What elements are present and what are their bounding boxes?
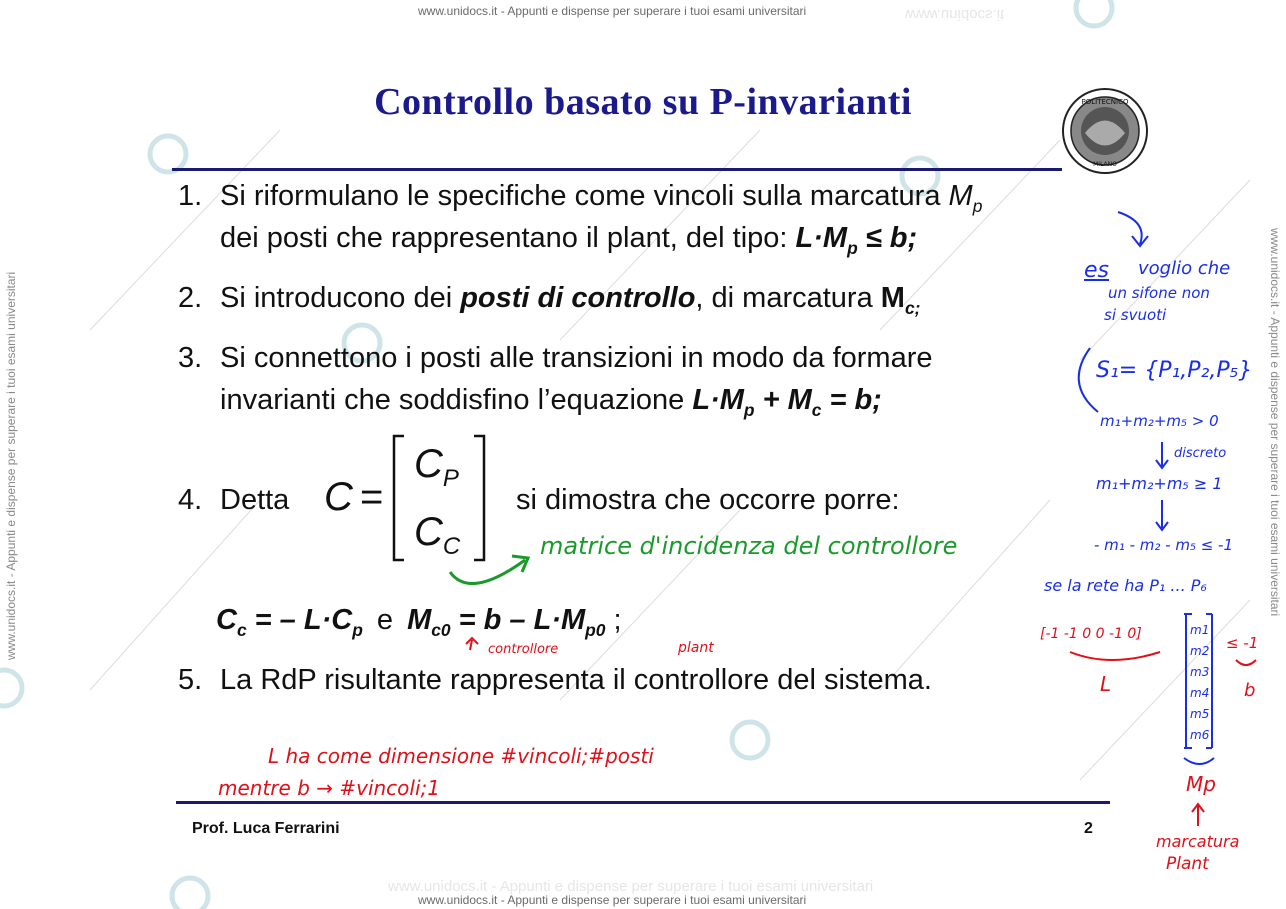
list-item-1: 1. Si riformulano le specifiche come vincoli sulla marcatura $M_p$ bbox=[178, 180, 983, 216]
control-equations: $C_c$ = – $L\cdot C_p$ e $M_{c0} = b - L\cdot M_{p0}$ ; bbox=[216, 604, 622, 640]
list-item-3: 3. Si connettono i posti alle transizioni in modo da formare bbox=[178, 342, 933, 374]
note-l-label: L bbox=[1100, 672, 1112, 696]
note-matrice-incidenza: matrice d'incidenza del controllore bbox=[540, 532, 958, 560]
note-row-vector: [-1 -1 0 0 -1 0] bbox=[1040, 626, 1142, 642]
list-item-1-line2: dei posti che rappresentano il plant, del tipo: $L\cdot M_p \le b$; bbox=[220, 222, 918, 258]
logo-text-top: POLITECNICO bbox=[1081, 98, 1129, 106]
note-b-label: b bbox=[1244, 680, 1256, 701]
note-l-dimension: L ha come dimensione #vincoli;#posti bbox=[268, 744, 654, 768]
matrix-symbol-c: C bbox=[324, 475, 353, 519]
list-item-3-line2: invarianti che soddisfino l’equazione $L\cdot M_p + M_c = b$; bbox=[220, 384, 882, 420]
note-ineq2: m₁+m₂+m₅ ≥ 1 bbox=[1096, 474, 1223, 493]
list-item-4: 4. Detta bbox=[178, 484, 290, 516]
slide-title: Controllo basato su P-invarianti bbox=[374, 81, 912, 123]
watermark-top: www.unidocs.it - Appunti e dispense per superare i tuoi esami universitari bbox=[418, 4, 807, 18]
note-plant-label: Plant bbox=[1166, 854, 1209, 874]
logo-text-bottom: MILANO bbox=[1093, 161, 1117, 168]
note-es-text2: un sifone non bbox=[1108, 284, 1210, 302]
watermark-right: www.unidocs.it - Appunti e dispense per superare i tuoi esami universitari bbox=[1268, 228, 1282, 617]
note-discreto: discreto bbox=[1174, 446, 1227, 461]
list-item-2: 2. Si introducono dei posti di controllo, di marcatura $M_{c;}$ bbox=[178, 282, 921, 318]
watermark-mirrored: www.unidocs.it bbox=[905, 6, 1005, 23]
note-sifone: S₁= {P₁,P₂,P₅} bbox=[1096, 358, 1253, 383]
note-marcatura: marcatura bbox=[1156, 832, 1240, 851]
matrix-cp: $C_P$ bbox=[414, 442, 459, 492]
list-item-5: 5. La RdP risultante rappresenta il controllore del sistema. bbox=[178, 664, 932, 696]
note-ineq1: m₁+m₂+m₅ > 0 bbox=[1100, 412, 1219, 430]
footer-page-number: 2 bbox=[1084, 820, 1093, 837]
note-ineq3: - m₁ - m₂ - m₅ ≤ -1 bbox=[1094, 536, 1234, 554]
watermark-left: www.unidocs.it - Appunti e dispense per superare i tuoi esami universitari bbox=[4, 271, 18, 660]
note-marking-vector: m1 m2 m3 m4 m5 m6 bbox=[1190, 623, 1210, 742]
matrix-cc: $C_C$ bbox=[414, 510, 461, 560]
watermark-bottom-ghost: www.unidocs.it - Appunti e dispense per superare i tuoi esami universitari bbox=[388, 878, 874, 895]
note-rete: se la rete ha P₁ ... P₆ bbox=[1044, 576, 1207, 595]
note-es-text: voglio che bbox=[1138, 258, 1231, 279]
note-es: es bbox=[1084, 258, 1109, 283]
note-b-dimension: mentre b → #vincoli;1 bbox=[218, 776, 440, 800]
watermark-bottom: www.unidocs.it - Appunti e dispense per superare i tuoi esami universitari bbox=[418, 893, 807, 907]
note-plant: plant bbox=[678, 640, 714, 656]
note-le-minus-one: ≤ -1 bbox=[1226, 634, 1259, 652]
list-item-4-text: si dimostra che occorre porre: bbox=[516, 484, 900, 516]
note-es-text3: si svuoti bbox=[1104, 306, 1167, 324]
footer-author: Prof. Luca Ferrarini bbox=[192, 820, 340, 837]
matrix-equals: = bbox=[360, 475, 384, 519]
note-mp-label: Mp bbox=[1186, 772, 1216, 796]
note-controllore: controllore bbox=[488, 642, 559, 657]
